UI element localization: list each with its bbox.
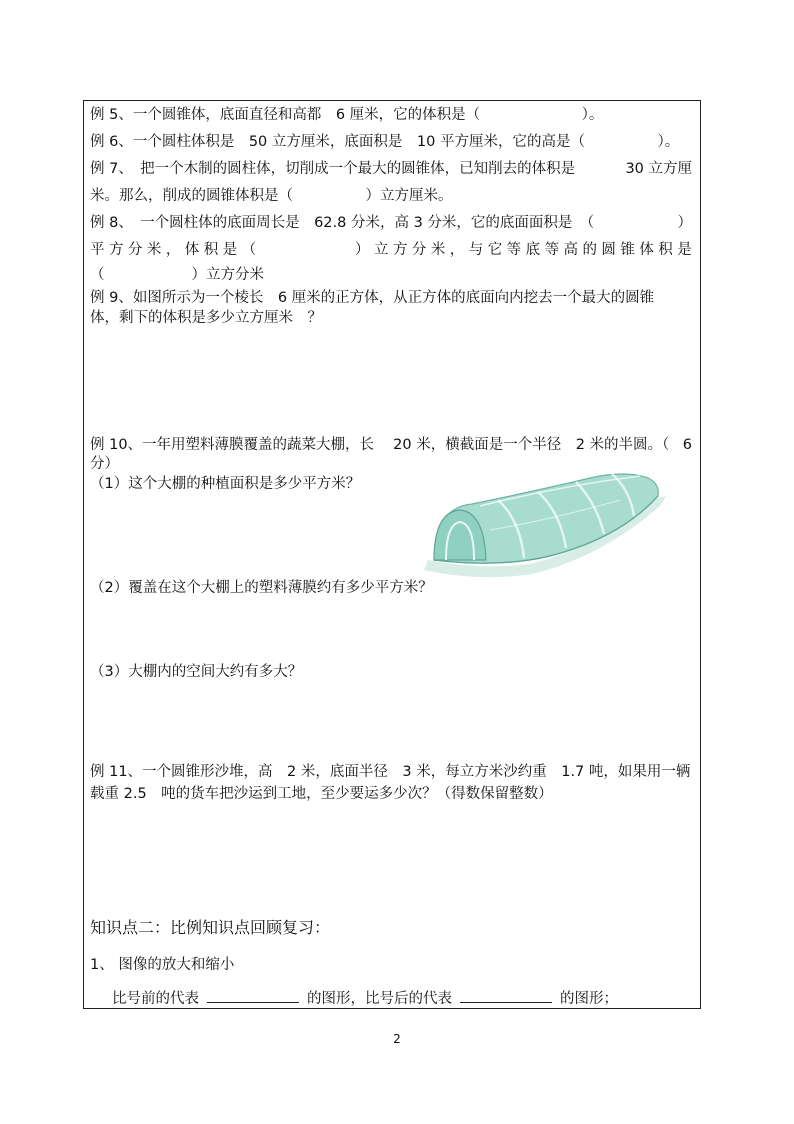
char: 积 xyxy=(203,242,219,258)
char: 高 xyxy=(563,242,579,258)
example-10-q2: （2）覆盖在这个大棚上的塑料薄膜约有多少平方米？ xyxy=(90,580,433,596)
answer-blank xyxy=(261,240,351,260)
char: 积 xyxy=(658,242,673,258)
char: 米 xyxy=(430,242,446,258)
section-2-title: 知识点二：比例知识点回顾复习： xyxy=(90,918,331,937)
example-5: 例 5、一个圆锥体，底面直径和高都 6 厘米，它的体积是（ ）。 xyxy=(90,107,604,123)
char: 立 xyxy=(373,242,389,258)
example-7-line2: 米。那么，削成的圆锥体积是（ ）立方厘米。 xyxy=(90,188,453,204)
char: 方 xyxy=(108,242,124,258)
char: 的 xyxy=(582,242,597,258)
example-7-text: 例 7、 把一个木制的圆柱体，切削成一个最大的圆锥体，已知削去的体积是 xyxy=(90,161,576,177)
example-8-line3: （ ）立方分米 xyxy=(90,267,264,283)
char: 与 xyxy=(468,242,484,258)
char: 分 xyxy=(411,242,427,258)
example-7-line1 xyxy=(90,159,692,179)
example-11-line1: 例 11、一个圆锥形沙堆，高 2 米，底面半径 3 米，每立方米沙约重 1.7 吨，如果用一辆 xyxy=(90,764,691,780)
page-number: 2 xyxy=(393,1032,401,1046)
char: 底 xyxy=(525,242,541,258)
example-9-line2: 体，剩下的体积是多少立方厘米 ？ xyxy=(90,310,322,326)
example-10-text: 例 10、一年用塑料薄膜覆盖的蔬菜大棚，长 20 米，横截面是一个半径 2 米的半圆。（ xyxy=(90,437,670,453)
example-8-line1 xyxy=(90,213,692,233)
fill-blank-2[interactable] xyxy=(460,988,552,1003)
example-8-text: 例 8、 一个圆柱体的底面周长是 62.8 分米，高 3 分米，它的底面面积是 （ xyxy=(90,215,595,231)
fill-blank-1[interactable] xyxy=(207,988,299,1003)
char: 它 xyxy=(487,242,503,258)
char: ， xyxy=(165,242,181,258)
char: 分 xyxy=(127,242,143,258)
example-10-line2: 分） xyxy=(90,456,119,472)
section-2-fill-line xyxy=(112,988,618,1009)
char: 体 xyxy=(639,242,654,258)
example-8-close-paren: ） xyxy=(677,215,692,231)
char: （ xyxy=(241,242,257,258)
fill-text-c: 的图形； xyxy=(560,991,618,1007)
char: ， xyxy=(449,242,465,258)
char: ） xyxy=(355,242,370,258)
char: 米 xyxy=(146,242,162,258)
char: 是 xyxy=(677,242,692,258)
char: 是 xyxy=(222,242,238,258)
char: 锥 xyxy=(620,242,635,258)
section-2-item-1: 1、 图像的放大和缩小 xyxy=(90,957,235,973)
example-11-line2: 载重 2.5 吨的货车把沙运到工地，至少要运多少次？（得数保留整数） xyxy=(90,786,553,802)
greenhouse-illustration xyxy=(420,460,670,578)
example-10-q1: （1）这个大棚的种植面积是多少平方米？ xyxy=(90,476,361,492)
example-8-line2 xyxy=(90,240,692,260)
example-9-line1: 例 9、如图所示为一个棱长 6 厘米的正方体，从正方体的底面向内挖去一个最大的圆锥 xyxy=(90,290,655,306)
char: 等 xyxy=(544,242,560,258)
example-7-unit: 30 立方厘 xyxy=(625,161,692,177)
example-10-line1 xyxy=(90,435,692,455)
example-6: 例 6、一个圆柱体积是 50 立方厘米，底面积是 10 平方厘米，它的高是（ ）。 xyxy=(90,134,680,150)
char: 平 xyxy=(90,242,105,258)
char: 体 xyxy=(184,242,200,258)
fill-text-a: 比号前的代表 xyxy=(112,991,199,1007)
char: 圆 xyxy=(601,242,616,258)
fill-text-b: 的图形，比号后的代表 xyxy=(307,991,452,1007)
char: 方 xyxy=(392,242,408,258)
example-10-q3: （3）大棚内的空间大约有多大？ xyxy=(90,664,303,680)
example-10-score: 6 xyxy=(682,437,692,453)
char: 等 xyxy=(506,242,522,258)
